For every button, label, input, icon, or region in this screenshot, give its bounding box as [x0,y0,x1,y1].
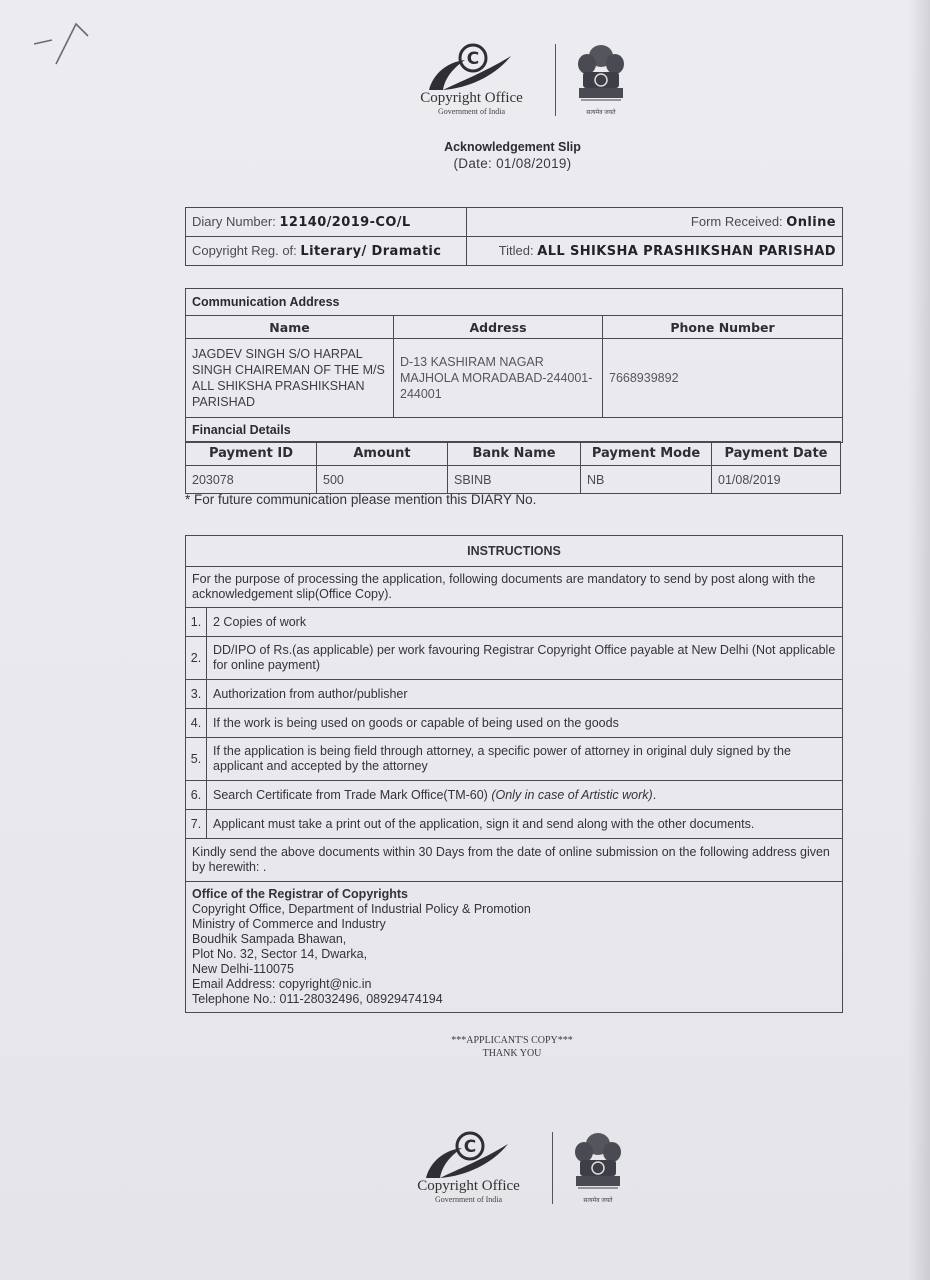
copyright-office-title: Copyright Office [420,90,523,106]
list-item [186,810,843,839]
slip-date: (Date: 01/08/2019) [453,156,572,171]
form-received-value: Online [786,215,836,230]
office-telephone: Telephone No.: 011-28032496, 08929474194 [192,992,443,1006]
column-header-bank-name: Bank Name [448,442,581,466]
copyright-office-title: Copyright Office [417,1178,520,1194]
item-number: 7. [186,810,207,839]
instructions-table [185,535,843,1013]
office-line: Boudhik Sampada Bhawan, [192,932,347,946]
national-emblem [570,1130,626,1208]
copyright-office-subtitle: Government of India [437,107,506,116]
slip-title: Acknowledgement Slip [444,140,581,154]
header-logos [395,40,635,120]
copyright-hand-icon [422,1130,512,1182]
titled-cell [467,237,843,266]
copyright-office-logo [392,1128,542,1208]
list-item [186,781,843,810]
applicant-address: D-13 KASHIRAM NAGAR MAJHOLA MORADABAD-244001-244001 [394,339,603,418]
column-header-address: Address [394,316,603,339]
list-item [186,637,843,680]
applicant-phone: 7668939892 [603,339,843,418]
item-text: If the application is being field through attorney, a specific power of attorney in original duly signed by the applicant and accepted by the attorney [207,738,843,781]
footer-logos [392,1128,632,1208]
diary-number-cell [186,208,467,237]
table-row [186,466,841,494]
list-item [186,608,843,637]
emblem-motto: सत्यमेव जयते [586,110,616,116]
copyright-office-logo [395,40,545,120]
copyright-office-subtitle: Government of India [434,1195,503,1204]
column-header-phone: Phone Number [603,316,843,339]
copyright-reg-label: Copyright Reg. of: [192,243,297,258]
lion-capital-icon [573,42,629,106]
bank-name-value: SBINB [448,466,581,494]
item-number: 5. [186,738,207,781]
item-text [207,781,843,810]
payment-mode-value: NB [581,466,712,494]
diary-details-table [185,207,843,266]
item-text-main: Search Certificate from Trade Mark Office(TM-60) [213,787,488,802]
communication-address-table [185,288,843,443]
thank-you-line: THANK YOU [482,1048,542,1059]
copyright-hand-icon [425,42,515,94]
office-line: Ministry of Commerce and Industry [192,917,386,931]
instructions-heading: INSTRUCTIONS [186,536,843,567]
item-text: Applicant must take a print out of the application, sign it and send along with the other documents. [207,810,843,839]
amount-value: 500 [317,466,448,494]
payment-id-value: 203078 [186,466,317,494]
form-received-label: Form Received: [690,214,783,229]
item-number: 2. [186,637,207,680]
copyright-reg-value: Literary/ Dramatic [300,244,442,259]
item-number: 4. [186,709,207,738]
diary-number-label: Diary Number: [192,214,276,229]
logo-divider [555,44,556,116]
handwritten-tick-marks [30,18,100,68]
national-emblem [573,42,629,120]
column-header-payment-id: Payment ID [186,442,317,466]
svg-text:C: C [466,49,480,69]
office-line: Copyright Office, Department of Industrial Policy & Promotion [192,902,531,916]
payment-date-value: 01/08/2019 [712,466,841,494]
office-line: Plot No. 32, Sector 14, Dwarka, [192,947,368,961]
instructions-intro: For the purpose of processing the application, following documents are mandatory to send by post along with the acknowledgement slip(Office Copy). [186,567,843,608]
item-text: DD/IPO of Rs.(as applicable) per work favouring Registrar Copyright Office payable at New Delhi (Not applicable for online payment) [207,637,843,680]
item-number: 3. [186,680,207,709]
office-line: New Delhi-110075 [192,962,294,976]
item-text: Authorization from author/publisher [207,680,843,709]
copyright-reg-cell [186,237,467,266]
list-item [186,738,843,781]
office-title: Office of the Registrar of Copyrights [192,887,408,901]
titled-value: ALL SHIKSHA PRASHIKSHAN PARISHAD [537,244,836,259]
titled-label: Titled: [498,243,534,258]
communication-address-heading: Communication Address [186,289,843,316]
item-text-italic: (Only in case of Artistic work) [491,787,653,802]
column-header-amount: Amount [317,442,448,466]
emblem-motto: सत्यमेव जयते [583,1198,613,1204]
list-item [186,680,843,709]
item-number: 1. [186,608,207,637]
instructions-closing: Kindly send the above documents within 30 Days from the date of online submission on the following address given by herewith: . [186,839,843,882]
logo-divider [552,1132,553,1204]
item-number: 6. [186,781,207,810]
applicant-copy-line: ***APPLICANT'S COPY*** [451,1035,573,1046]
item-text-suffix: . [652,787,657,802]
financial-details-table [185,441,841,494]
column-header-payment-mode: Payment Mode [581,442,712,466]
diary-number-value: 12140/2019-CO/L [279,215,411,230]
column-header-name: Name [186,316,394,339]
lion-capital-icon [570,1130,626,1194]
future-communication-note: * For future communication please mention this DIARY No. [185,492,537,507]
list-item [186,709,843,738]
registrar-office-address [186,882,843,1013]
item-text: If the work is being used on goods or capable of being used on the goods [207,709,843,738]
applicant-name: JAGDEV SINGH S/O HARPAL SINGH CHAIREMAN OF THE M/S ALL SHIKSHA PRASHIKSHAN PARISHAD [186,339,394,418]
svg-text:C: C [463,1137,477,1157]
office-email: Email Address: copyright@nic.in [192,977,372,991]
column-header-payment-date: Payment Date [712,442,841,466]
item-text: 2 Copies of work [207,608,843,637]
form-received-cell [467,208,843,237]
financial-details-heading: Financial Details [186,418,843,443]
applicant-copy-note [0,1034,930,1060]
